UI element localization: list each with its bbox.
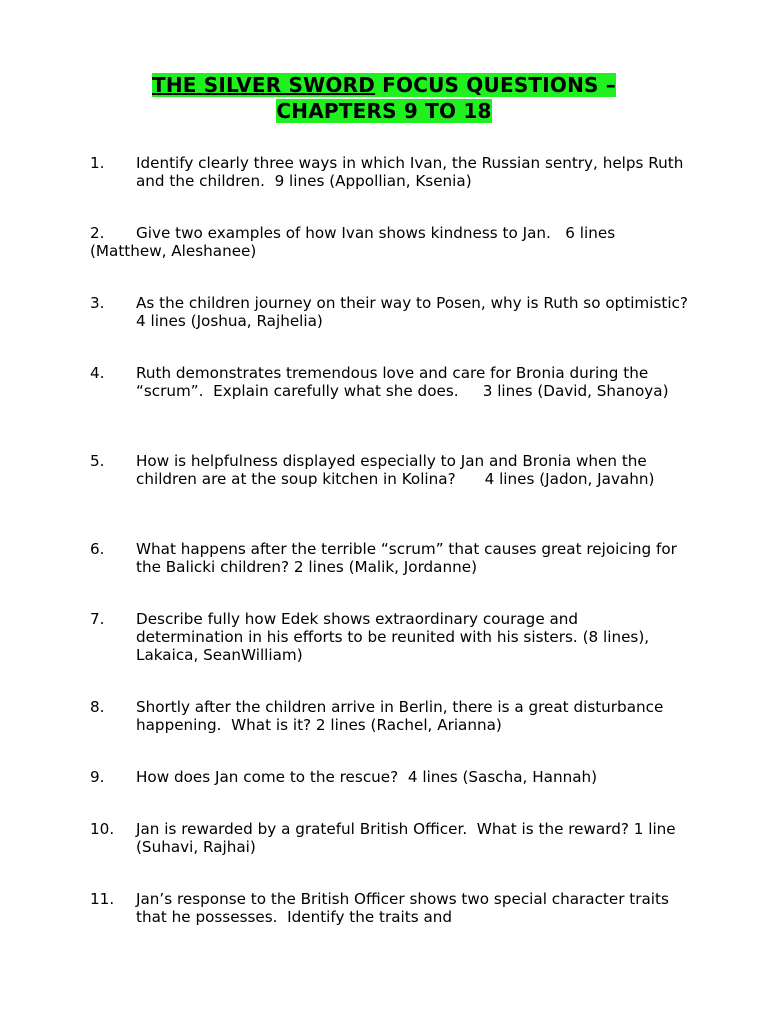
question-text: Jan is rewarded by a grateful British Officer. What is the reward? 1 line (Suhavi, Rajhai): [136, 820, 681, 856]
question-text: As the children journey on their way to Posen, why is Ruth so optimistic? 4 lines (Joshua, Rajhelia): [136, 294, 717, 330]
question-number: 8.: [90, 698, 105, 716]
question-text: What happens after the terrible “scrum” that causes great rejoicing for the Balicki children? 2 lines (Malik, Jordanne): [136, 540, 682, 576]
question-text: How is helpfulness displayed especially to Jan and Bronia when the children are at the soup kitchen in Kolina? 4 lines (Jadon, Javahn): [136, 452, 655, 488]
question-1: [90, 154, 690, 190]
question-number: 3.: [90, 294, 105, 312]
question-number: 2.: [90, 224, 105, 242]
title-rest-line1: FOCUS QUESTIONS –: [375, 73, 617, 97]
question-number: 9.: [90, 768, 105, 786]
question-number: 5.: [90, 452, 105, 470]
book-title: THE SILVER SWORD: [151, 73, 375, 97]
title-highlight-line1: [152, 73, 616, 97]
question-5: [90, 452, 690, 488]
question-number: 10.: [90, 820, 115, 838]
question-10: [90, 820, 690, 856]
question-6: [90, 540, 690, 576]
question-2: [90, 224, 690, 260]
question-number: 4.: [90, 364, 105, 382]
question-text: How does Jan come to the rescue? 4 lines (Sascha, Hannah): [136, 768, 598, 786]
question-number: 11.: [90, 890, 115, 908]
question-8: [90, 698, 690, 734]
question-text: Describe fully how Edek shows extraordinary courage and determination in his efforts to be reunited with his sisters. (8 lines), Lakaica, SeanWilliam): [136, 610, 654, 664]
document-title: [60, 72, 708, 124]
question-number: 6.: [90, 540, 105, 558]
question-4: [90, 364, 690, 400]
question-text: Ruth demonstrates tremendous love and care for Bronia during the “scrum”. Explain carefully what she does. 3 lines (David, Shanoya): [136, 364, 669, 400]
question-7: [90, 610, 690, 664]
question-number: 7.: [90, 610, 105, 628]
question-3: [90, 294, 717, 330]
question-text: Jan’s response to the British Officer shows two special character traits that he possesses. Identify the traits and: [136, 890, 674, 926]
question-9: [90, 768, 690, 786]
question-text: Identify clearly three ways in which Ivan, the Russian sentry, helps Ruth and the children. 9 lines (Appollian, Ksenia): [136, 154, 689, 190]
question-text: Shortly after the children arrive in Berlin, there is a great disturbance happening. What is it? 2 lines (Rachel, Arianna): [136, 698, 669, 734]
title-line2: CHAPTERS 9 TO 18: [276, 99, 492, 123]
question-11: [90, 890, 690, 926]
question-text: Give two examples of how Ivan shows kindness to Jan. 6 lines (Matthew, Aleshanee): [90, 224, 620, 260]
question-number: 1.: [90, 154, 105, 172]
